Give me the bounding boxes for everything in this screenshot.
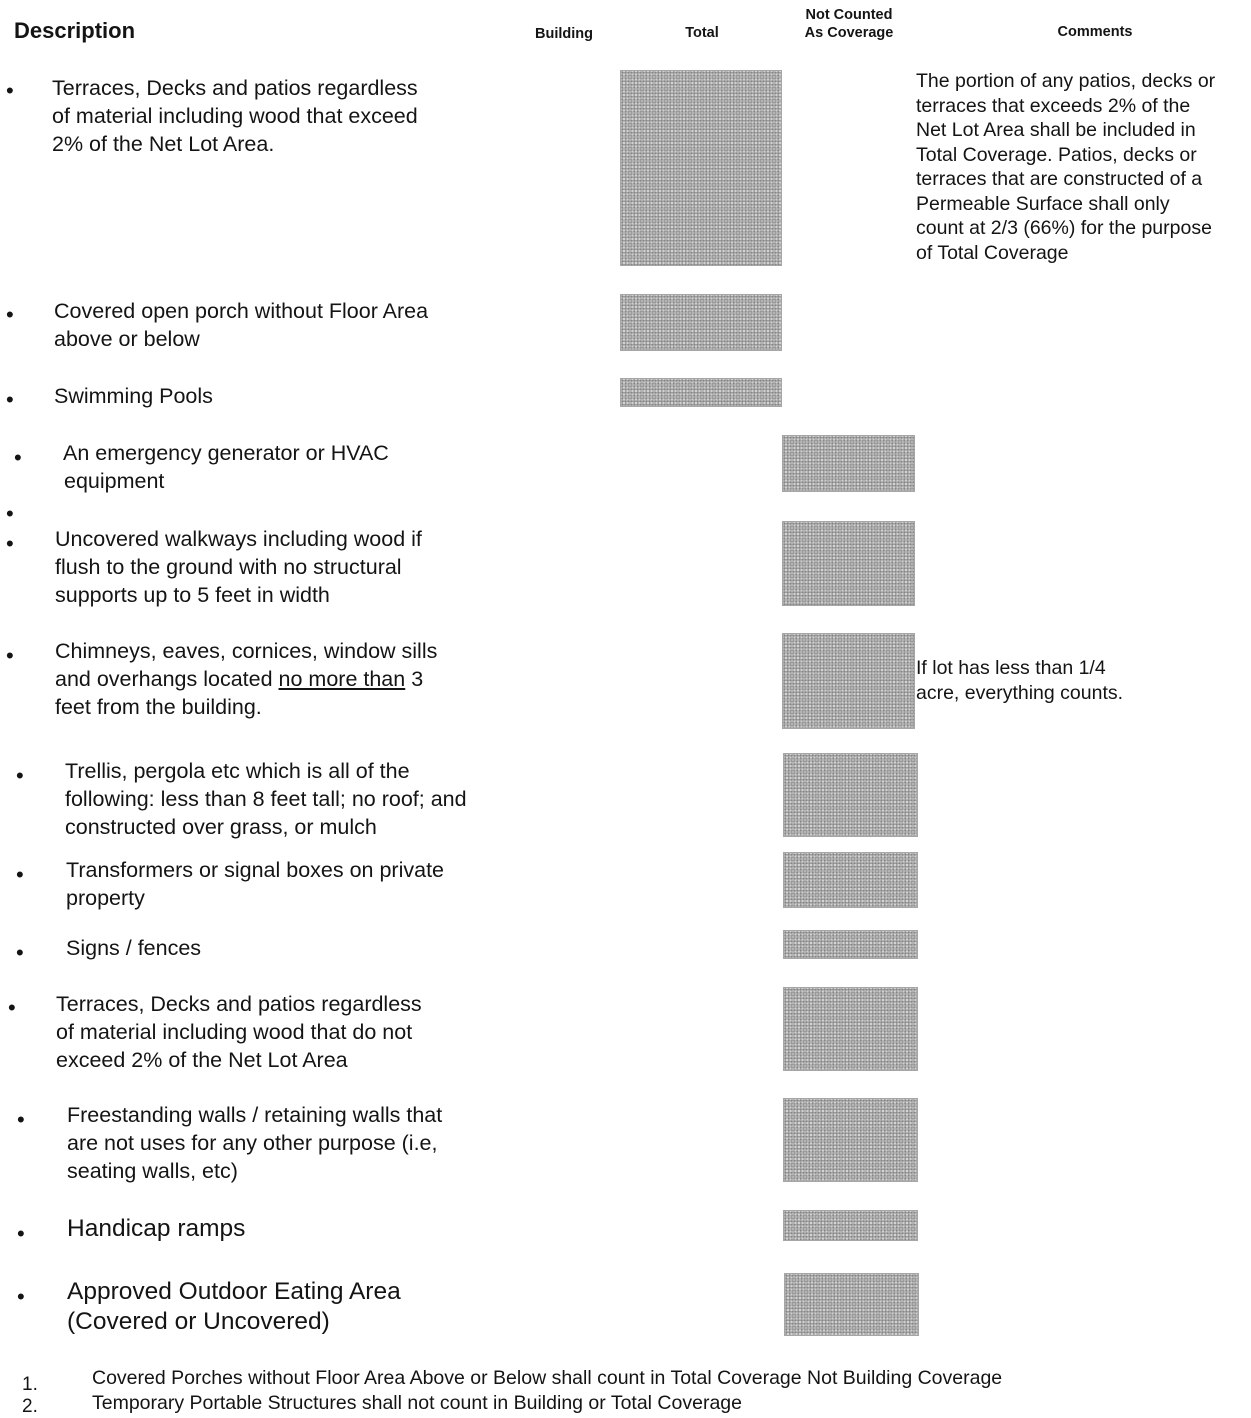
shaded-cell-total [620, 294, 782, 351]
item-transformers: Transformers or signal boxes on private property [66, 858, 445, 910]
item-outdoor-eating-area: Approved Outdoor Eating Area (Covered or Uncovered) [67, 1278, 401, 1335]
item-handicap-ramps: Handicap ramps [67, 1215, 246, 1242]
shaded-cell-not-counted [783, 930, 918, 959]
not-counted-header-line1: Not Counted [805, 7, 893, 23]
shaded-cell-not-counted [783, 1098, 918, 1182]
note-temporary-structures: Temporary Portable Structures shall not count in Building or Total Coverage [92, 1392, 742, 1414]
bullet-icon: • [6, 302, 14, 327]
bullet-icon: • [16, 763, 24, 788]
bullet-icon: • [6, 501, 14, 526]
building-header: Building [535, 26, 593, 42]
note-number: 2. [22, 1396, 38, 1417]
item-signs-fences: Signs / fences [66, 936, 202, 960]
bullet-icon: • [6, 387, 14, 412]
comments-header: Comments [1057, 24, 1133, 40]
shaded-cell-not-counted [783, 753, 918, 837]
bullet-icon: • [17, 1221, 25, 1246]
note-number: 1. [22, 1374, 38, 1395]
bullet-icon: • [14, 445, 22, 470]
item-emergency-generator: An emergency generator or HVAC equipment [63, 441, 389, 493]
bullet-icon: • [16, 862, 24, 887]
item-terraces-exceed: Terraces, Decks and patios regardless of material including wood that exceed 2% of the Net Lot Area. [52, 76, 418, 156]
bullet-icon: • [8, 995, 16, 1020]
shaded-cell-not-counted [784, 1273, 919, 1336]
item-swimming-pools: Swimming Pools [54, 384, 213, 408]
shaded-cell-not-counted [783, 1210, 918, 1241]
shaded-cell-not-counted [783, 852, 918, 908]
comment-terraces: The portion of any patios, decks or terraces that exceeds 2% of the Net Lot Area shall be included in Total Coverage. Patios, decks or terraces that are constructed of a Permeable Surface shall only count at 2/3 (66%) for the purpose of Total Coverage [916, 70, 1216, 264]
bullet-icon: • [17, 1107, 25, 1132]
shaded-cell-not-counted [783, 987, 918, 1071]
item-covered-porch: Covered open porch without Floor Area above or below [54, 299, 429, 351]
note-covered-porches: Covered Porches without Floor Area Above or Below shall count in Total Coverage Not Building Coverage [92, 1367, 1003, 1389]
bullet-icon: • [17, 1284, 25, 1309]
bullet-icon: • [6, 531, 14, 556]
bullet-icon: • [6, 643, 14, 668]
shaded-cell-not-counted [782, 521, 915, 606]
bullet-icon: • [6, 78, 14, 103]
item-terraces-not-exceed: Terraces, Decks and patios regardless of material including wood that do not exceed 2% of the Net Lot Area [56, 992, 422, 1072]
shaded-cell-total [620, 70, 782, 266]
shaded-cell-total [620, 378, 782, 407]
not-counted-header [784, 6, 914, 42]
bullet-icon: • [16, 940, 24, 965]
not-counted-header-line2: As Coverage [804, 25, 894, 41]
item-freestanding-walls: Freestanding walls / retaining walls that are not uses for any other purpose (i.e, seating walls, etc) [67, 1103, 443, 1183]
comment-chimneys: If lot has less than 1/4 acre, everything counts. [916, 657, 1124, 704]
item-uncovered-walkways: Uncovered walkways including wood if flush to the ground with no structural supports up to 5 feet in width [55, 527, 422, 607]
description-header: Description [14, 18, 136, 43]
total-header: Total [685, 25, 719, 41]
shaded-cell-not-counted [782, 435, 915, 492]
shaded-cell-not-counted [782, 633, 915, 729]
item-chimneys: Chimneys, eaves, cornices, window sills and overhangs located no more than 3 feet from the building. [55, 639, 438, 719]
item-trellis: Trellis, pergola etc which is all of the following: less than 8 feet tall; no roof; and constructed over grass, or mulch [65, 759, 467, 839]
